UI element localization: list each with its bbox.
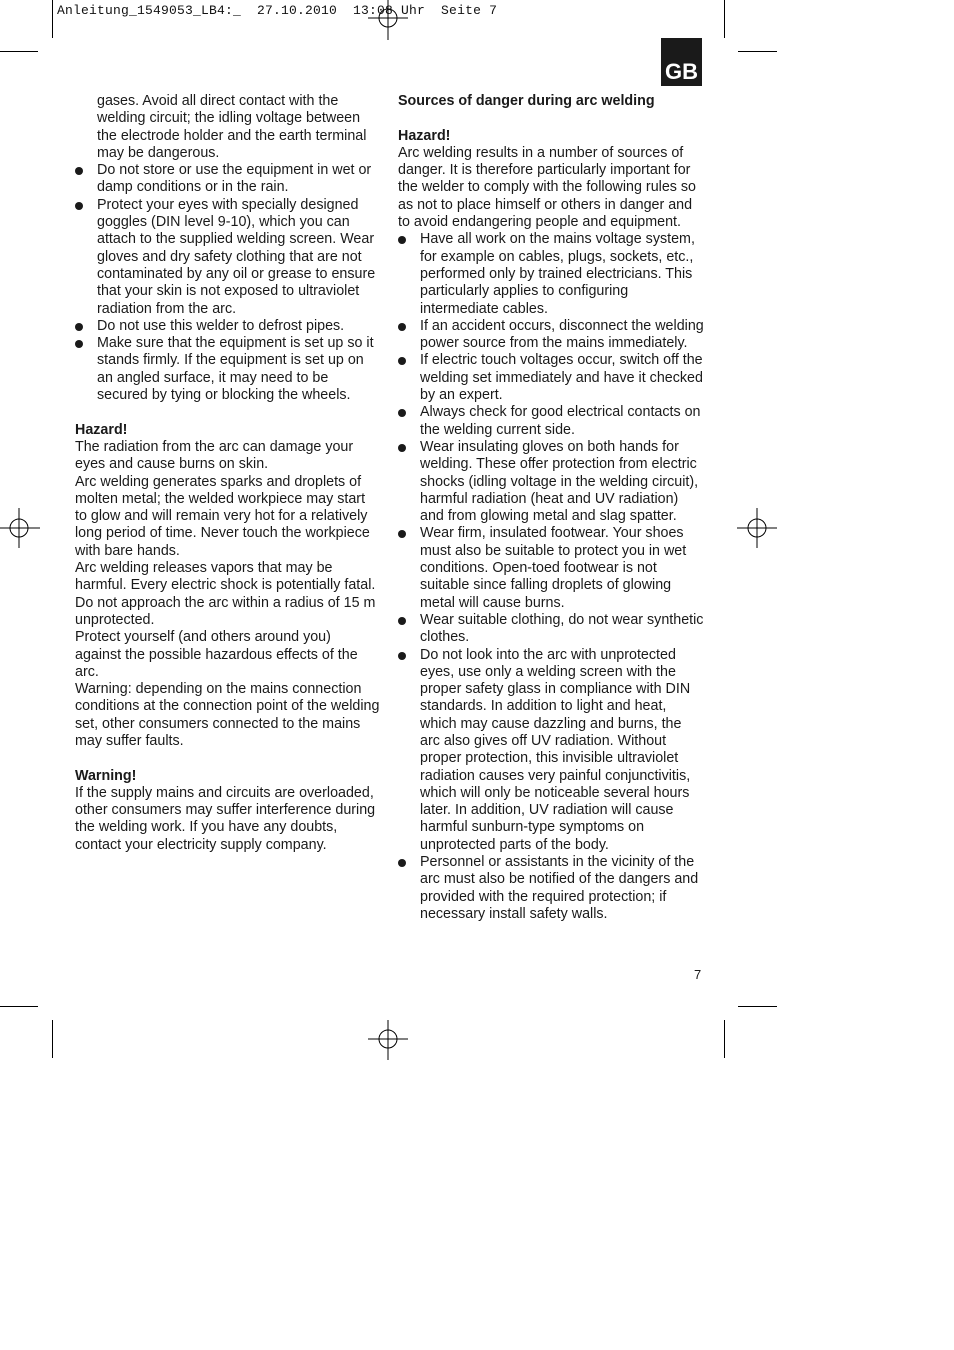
hazard-paragraph: Protect yourself (and others around you) against the possible hazardous effects of the arc. [75, 629, 358, 680]
crop-mark-bottom-right-horizontal [738, 1006, 777, 1007]
warning-text: If the supply mains and circuits are overloaded, other consumers may suffer interference during the welding work. If you have any doubts, contact your electricity supply company. [75, 784, 376, 853]
list-item: Do not store or use the equipment in wet or damp conditions or in the rain. [75, 162, 380, 197]
list-item: Make sure that the equipment is set up so it stands firmly. If the equipment is set up on an angled surface, it may need to be secured by tying or blocking the wheels. [75, 335, 380, 404]
list-item: Personnel or assistants in the vicinity of the arc must also be notified of the dangers and provided with the required protection; if necessary install safety walls. [398, 854, 704, 923]
list-item: Always check for good electrical contacts on the welding current side. [398, 404, 704, 439]
hazard-paragraph: The radiation from the arc can damage your eyes and cause burns on skin. [75, 438, 354, 473]
list-item: Wear suitable clothing, do not wear synthetic clothes. [398, 612, 704, 647]
list-item: Protect your eyes with specially designed goggles (DIN level 9-10), which you can attach to the supplied welding screen. Wear gloves and dry safety clothing that are not contaminated by any oil or grease to ensure that your skin is not exposed to ultraviolet radiation from the arc. [75, 197, 380, 318]
print-slug: Anleitung_1549053_LB4:_ 27.10.2010 13:08 Uhr Seite 7 [57, 3, 498, 18]
list-item: Do not use this welder to defrost pipes. [75, 318, 380, 335]
crop-mark-bottom-right-vertical [724, 1020, 725, 1058]
list-item: Wear firm, insulated footwear. Your shoes must also be suitable to protect you in wet conditions. Open-toed footwear is not suitable since falling droplets of glowing metal will cause burns. [398, 525, 704, 611]
list-item: Have all work on the mains voltage system, for example on cables, plugs, sockets, etc., performed only by trained electricians. This particularly applies to configuring intermediate cables. [398, 231, 704, 317]
registration-mark-right [737, 508, 777, 548]
crop-mark-top-right-horizontal [738, 51, 777, 52]
crop-mark-top-left-vertical [52, 0, 53, 38]
crop-mark-top-right-vertical [724, 0, 725, 38]
right-bullet-list [398, 231, 704, 923]
warning-heading: Warning! [75, 767, 137, 784]
hazard-heading: Hazard! [398, 127, 451, 144]
language-badge: GB [661, 38, 702, 86]
list-item: Do not look into the arc with unprotected eyes, use only a welding screen with the proper safety glass in compliance with DIN standards. In addition to light and heat, which may cause dazzling and burns, the arc also gives off UV radiation. Without proper protection, this invisible ultraviolet radiation causes very painful conjunctivitis, which will only be noticeable several hours later. In addition, UV radiation will cause harmful sunburn-type symptoms on unprotected parts of the body. [398, 647, 704, 855]
intro-continuation: gases. Avoid all direct contact with the welding circuit; the idling voltage between the electrode holder and the earth terminal may be dangerous. [97, 93, 367, 161]
registration-mark-bottom [368, 1020, 408, 1060]
hazard-heading: Hazard! [75, 421, 128, 438]
crop-mark-bottom-left-vertical [52, 1020, 53, 1058]
left-bullet-list [75, 162, 380, 404]
crop-mark-bottom-left-horizontal [0, 1006, 38, 1007]
section-title: Sources of danger during arc welding [398, 93, 655, 109]
hazard-paragraph: Warning: depending on the mains connection conditions at the connection point of the welding set, other consumers connected to the mains may suffer faults. [75, 681, 380, 749]
hazard-intro: Arc welding results in a number of sources of danger. It is therefore particularly important for the welder to comply with the following rules so as not to place himself or others in danger and to avoid endangering people and equipment. [398, 144, 696, 231]
right-column [398, 93, 704, 923]
hazard-paragraph: Arc welding releases vapors that may be harmful. Every electric shock is potentially fatal. Do not approach the arc within a radius of 15 m unprotected. [75, 560, 376, 628]
list-item: If an accident occurs, disconnect the welding power source from the mains immediately. [398, 318, 704, 353]
registration-mark-top [368, 0, 408, 40]
list-item: Wear insulating gloves on both hands for welding. These offer protection from electric shocks (idling voltage in the welding circuit), harmful radiation (heat and UV radiation) and from glowing metal and slag spatter. [398, 439, 704, 525]
registration-mark-left [0, 508, 40, 548]
hazard-paragraph: Arc welding generates sparks and droplets of molten metal; the welded workpiece may start to glow and will remain very hot for a relatively long period of time. Never touch the workpiece with bare hands. [75, 473, 370, 559]
crop-mark-top-left-horizontal [0, 51, 38, 52]
page-number: 7 [694, 967, 702, 982]
list-item: If electric touch voltages occur, switch off the welding set immediately and have it checked by an expert. [398, 352, 704, 404]
left-column [75, 93, 380, 854]
